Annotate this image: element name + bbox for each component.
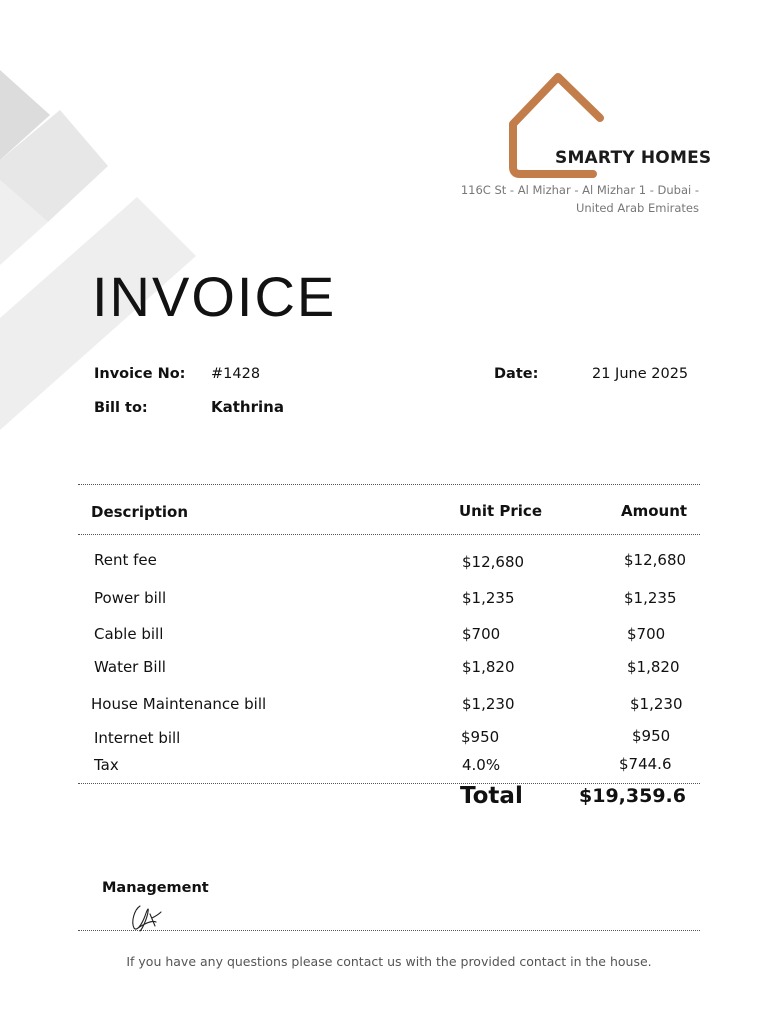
company-name: SMARTY HOMES [555, 148, 712, 168]
row-amount: $1,235 [624, 589, 677, 607]
invoice-title: INVOICE [92, 265, 337, 328]
row-description: Rent fee [94, 551, 157, 569]
row-description: Tax [94, 756, 119, 774]
signature-rule [78, 930, 700, 931]
row-description: Internet bill [94, 729, 181, 747]
total-label: Total [460, 783, 523, 809]
row-amount: $1,820 [627, 658, 680, 676]
bill-to-label: Bill to: [94, 400, 148, 416]
column-header-description: Description [91, 503, 189, 521]
row-description: Power bill [94, 589, 167, 607]
row-unit-price: $1,820 [462, 658, 515, 676]
row-amount: $1,230 [630, 695, 683, 713]
table-header-rule [78, 534, 700, 535]
row-description: Water Bill [94, 658, 166, 676]
row-amount: $744.6 [619, 755, 672, 773]
row-unit-price: 4.0% [462, 756, 501, 774]
invoice-number-label: Invoice No: [94, 366, 186, 382]
table-bottom-rule [78, 783, 700, 784]
row-description: House Maintenance bill [91, 695, 267, 713]
signature-label: Management [102, 880, 209, 896]
row-description: Cable bill [94, 625, 164, 643]
table-top-rule [78, 484, 700, 485]
row-unit-price: $1,230 [462, 695, 515, 713]
row-unit-price: $1,235 [462, 589, 515, 607]
company-address-line2: United Arab Emirates [575, 201, 699, 215]
row-unit-price: $700 [462, 625, 501, 643]
invoice-number: #1428 [211, 366, 261, 382]
column-header-unit-price: Unit Price [459, 502, 542, 520]
invoice-date-label: Date: [494, 366, 539, 382]
footer-note: If you have any questions please contact us with the provided contact in the house. [126, 954, 652, 969]
row-amount: $12,680 [624, 551, 687, 569]
row-unit-price: $950 [461, 728, 500, 746]
bill-to-name: Kathrina [211, 398, 284, 416]
company-address-line1: 116C St - Al Mizhar - Al Mizhar 1 - Dubai - [460, 183, 699, 197]
row-amount: $700 [627, 625, 666, 643]
row-amount: $950 [632, 727, 671, 745]
row-unit-price: $12,680 [462, 553, 525, 571]
invoice-date: 21 June 2025 [592, 366, 689, 382]
signature-mark [128, 900, 168, 934]
column-header-amount: Amount [621, 502, 688, 520]
total-value: $19,359.6 [579, 785, 686, 807]
